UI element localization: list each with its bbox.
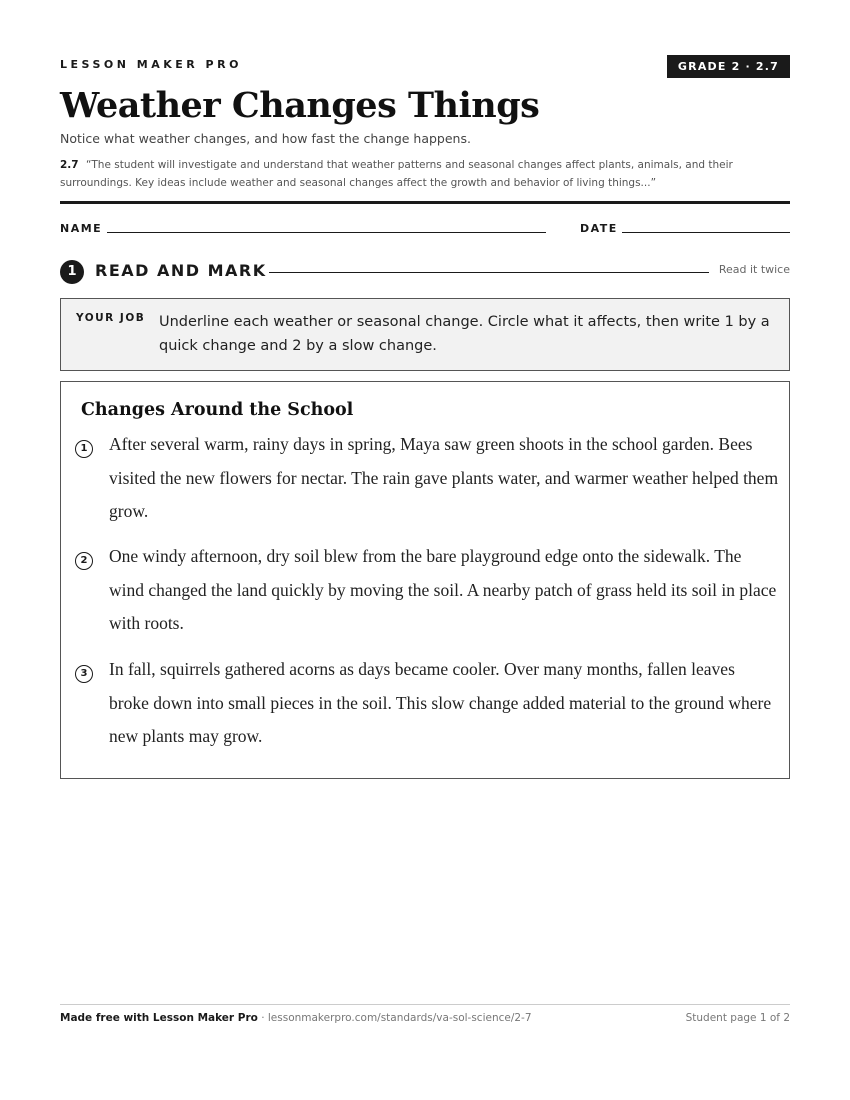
your-job-box — [60, 298, 790, 371]
section-title: READ AND MARK — [95, 261, 267, 280]
standard-code: 2.7 — [60, 159, 79, 171]
section-number-badge: 1 — [60, 260, 84, 284]
paragraph-text: In fall, squirrels gathered acorns as days became cooler. Over many months, fallen leaves broke down into small pieces in the soil. This slow change added material to the ground where new plants may grow. — [109, 659, 772, 747]
page-subtitle: Notice what weather changes, and how fast the change happens. — [60, 131, 471, 146]
reading-passage — [60, 381, 790, 779]
section-note: Read it twice — [718, 263, 790, 276]
paragraph-number-badge: 3 — [75, 665, 93, 683]
brand-name: LESSON MAKER PRO — [60, 58, 242, 71]
footer-separator: · — [257, 1012, 268, 1024]
page-title: Weather Changes Things — [60, 85, 540, 126]
your-job-label: YOUR JOB — [76, 312, 146, 324]
your-job-instructions: Underline each weather or seasonal change. Circle what it affects, then write 1 by a quick change and 2 by a slow change. — [159, 314, 770, 354]
footer-page-number: Student page 1 of 2 — [685, 1012, 790, 1024]
name-field[interactable] — [107, 232, 546, 233]
header-divider — [60, 201, 790, 204]
footer-credit — [60, 1012, 532, 1024]
paragraph-number-badge: 2 — [75, 552, 93, 570]
passage-title: Changes Around the School — [81, 400, 354, 420]
grade-badge: GRADE 2 · 2.7 — [667, 55, 790, 78]
paragraph-text: After several warm, rainy days in spring, Maya saw green shoots in the school garden. Bees visited the new flowers for nectar. The rain gave plants water, and warmer weather helped them grow. — [109, 434, 779, 522]
footer-url[interactable]: lessonmakerpro.com/standards/va-sol-science/2-7 — [267, 1012, 532, 1024]
footer-divider — [60, 1004, 790, 1005]
footer-made-with: Made free with Lesson Maker Pro — [60, 1012, 258, 1024]
section-divider — [269, 272, 709, 273]
paragraph-number-badge: 1 — [75, 440, 93, 458]
paragraph-text: One windy afternoon, dry soil blew from the bare playground edge onto the sidewalk. The wind changed the land quickly by moving the soil. A nearby patch of grass held its soil in place with roots. — [109, 546, 777, 634]
standard-text: “The student will investigate and understand that weather patterns and seasonal changes affect plants, animals, and their surroundings. Key ideas include weather and seasonal changes affect the growth and behavior of living things...” — [60, 159, 733, 189]
worksheet-page — [60, 0, 790, 1100]
date-label: DATE — [580, 222, 618, 235]
date-field[interactable] — [622, 232, 790, 233]
name-label: NAME — [60, 222, 103, 235]
standard-statement — [60, 156, 790, 192]
